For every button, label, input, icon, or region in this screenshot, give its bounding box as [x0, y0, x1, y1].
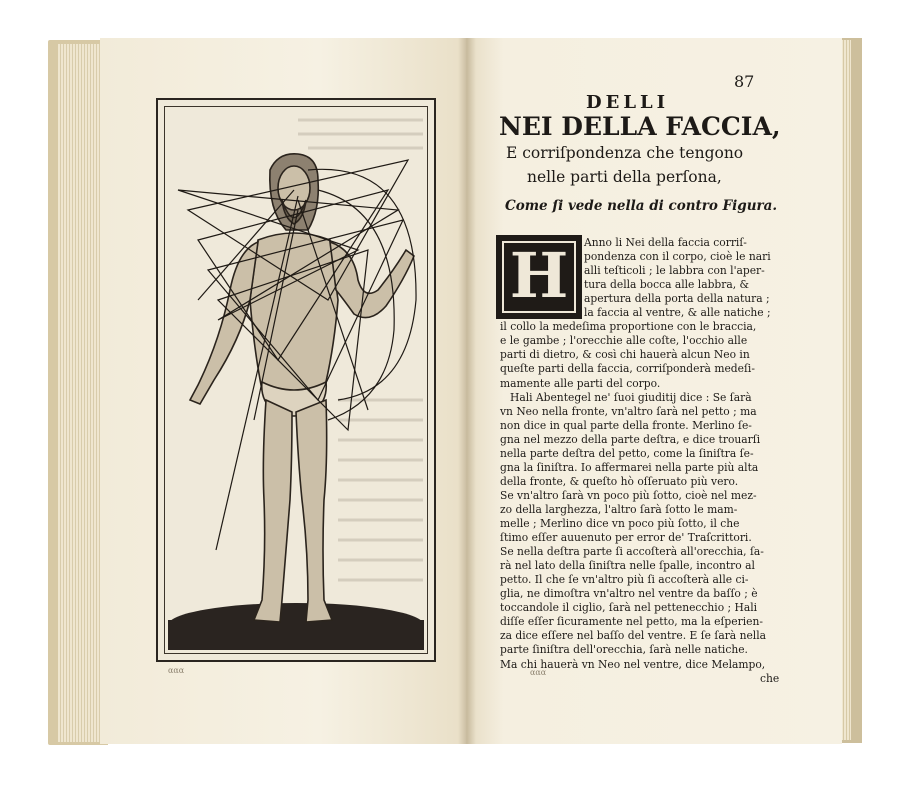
body-line: alli teſticoli ; le labbra con l'aper-: [584, 264, 765, 278]
anatomical-engraving-plate: [156, 98, 436, 662]
subtitle: Come ſi vede nella di contro Figura.: [505, 198, 778, 214]
body-line: la faccia al ventre, & alle natiche ;: [584, 306, 771, 320]
body-line: e le gambe ; l'orecchie alle coſte, l'occhio alle: [500, 334, 748, 348]
body-line: Anno li Nei della faccia corriſ-: [584, 236, 747, 249]
book-gutter: [458, 38, 476, 744]
title-line-4: nelle parti della perſona,: [527, 168, 722, 186]
body-line: rà nel lato della ſiniſtra nelle ſpalle, incontro al: [500, 559, 755, 573]
body-line: il collo la medeſima proportione con le braccia,: [500, 320, 757, 334]
title-line-3: E corriſpondenza che tengono: [506, 144, 744, 162]
body-line: gna nel mezzo della parte deſtra, e dice trouarſi: [500, 432, 761, 446]
body-line: vn Neo nella fronte, vn'altro ſarà nel petto ; ma: [500, 404, 757, 418]
body-line: Ma chi hauerà vn Neo nel ventre, dice Melampo,: [500, 657, 766, 671]
body-line: Se nella deſtra parte ſi accoſterà all'orecchia, ſa-: [500, 545, 764, 559]
body-line: della fronte, & queſto hò oſſeruato più vero.: [500, 474, 739, 488]
title-main: NEI DELLA FACCIA,: [499, 112, 781, 141]
body-line: pondenza con il corpo, cioè le nari: [584, 250, 771, 264]
body-line: gna la ſiniſtra. Io affermarei nella parte più alta: [500, 460, 759, 474]
body-line: za dice eſſere nel baſſo del ventre. E ſe ſarà nella: [500, 629, 766, 643]
body-line: ſtimo eſſer auuenuto per error de' Traſcrittori.: [500, 531, 752, 545]
man-figure-engraving: [158, 100, 434, 660]
body-line: Hali Abentegel ne' ſuoi giuditij dice : Se ſarà: [510, 390, 752, 404]
right-page-signature: ααα: [530, 668, 547, 677]
body-line: Se vn'altro ſarà vn poco più ſotto, cioè nel mez-: [500, 488, 757, 502]
body-line: mamente alle parti del corpo.: [500, 376, 661, 390]
left-page-signature: ααα: [168, 666, 185, 675]
page-number: 87: [734, 72, 755, 91]
body-line: petto. Il che ſe vn'altro più ſi accoſterà alle ci-: [500, 573, 749, 587]
body-line: parti di dietro, & così chi hauerà alcun Neo in: [500, 348, 750, 362]
body-line: tura della bocca alle labbra, &: [584, 278, 750, 292]
body-line: toccandole il ciglio, ſarà nel pettenecchio ; Hali: [500, 601, 758, 615]
body-line: non dice in qual parte della fronte. Merlino ſe-: [500, 418, 752, 432]
body-line: apertura della porta della natura ;: [584, 292, 770, 306]
body-line: diſſe eſſer ſicuramente nel petto, ma la eſperien-: [500, 615, 763, 629]
body-line: melle ; Merlino dice vn poco più ſotto, il che: [500, 517, 740, 530]
title-delli: DELLI: [586, 92, 670, 113]
body-line: che: [760, 671, 780, 685]
body-line: parte ſiniſtra dell'orecchia, ſarà nelle natiche.: [500, 643, 748, 657]
body-line: glia, ne dimoſtra vn'altro nel ventre da baſſo ; è: [500, 587, 758, 601]
body-line: zo della larghezza, l'altro ſarà ſotto le mam-: [500, 502, 738, 516]
ornamental-drop-cap: [496, 235, 582, 319]
body-line: nella parte deſtra del petto, come la ſiniſtra ſe-: [500, 446, 754, 460]
body-line: queſte parti della faccia, corriſponderà medeſi-: [500, 362, 755, 376]
drop-cap-letter: H: [509, 239, 569, 312]
